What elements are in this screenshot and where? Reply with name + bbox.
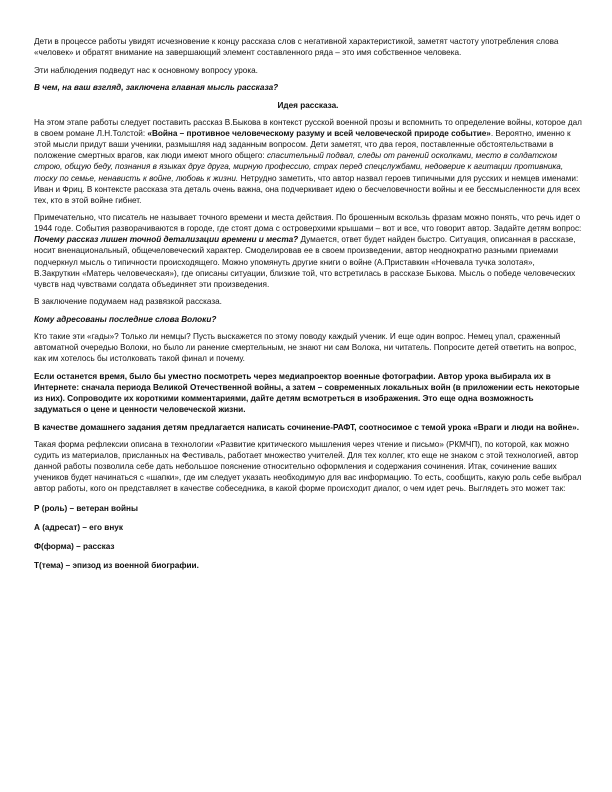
raft-item-role: Р (роль) – ветеран войны (34, 503, 138, 513)
paragraph-rkmchp: Такая форма рефлексии описана в технологии «Развитие критического мышления через чтение и письмо» (РКМЧП), по которой, как можно судить из материалов, присланных на Фестиваль, работает множество учителей. Для тех коллег, кто еще не знаком с этой технологией, автор данной работы позволила себе дать небольшое пояснение относительно оформления и содержания сочинения. Итак, сочинение ваших учеников будет начинаться с «шапки», где им следует указать необходимую для вас информацию. То есть, сообщить, какую роль себе выбрал автор работы, кого он представляет в качестве собеседника, в какой форме происходит диалог, о чем идет речь. Выглядеть это может так: (34, 440, 582, 494)
raft-item-topic: Т(тема) – эпизод из военной биографии. (34, 560, 199, 570)
text-segment: На этом этапе работы следует поставить рассказ В.Быкова в контекст русской военной прозы и вспомнить то определение войны, которое дал в своем романе Л.Н.Толстой: (34, 118, 582, 139)
common-traits-list: спасительный подвал, следы от ранений осколками, место в солдатском строю, общую беду, познания в языках друг друга, мирную профессию, страх перед спецслужбами, недоверие к агитации противника, тоску по семье, ненависть к войне, любовь к жизни. (34, 151, 564, 183)
paragraph-homework: В качестве домашнего задания детям предлагается написать сочинение-РАФТ, соотносимое с темой урока «Враги и люди на войне». (34, 422, 579, 432)
question-main-idea: В чем, на ваш взгляд, заключена главная мысль рассказа? (34, 83, 279, 93)
tolstoy-quote: «Война – противное человеческому разуму и всей человеческой природе событие» (147, 129, 491, 139)
raft-item-form: Ф(форма) – рассказ (34, 541, 115, 551)
section-heading-idea: Идея рассказа. (277, 100, 339, 110)
paragraph-conclusion: В заключение подумаем над развязкой рассказа. (34, 297, 222, 307)
document-page (34, 36, 582, 577)
question-last-words: Кому адресованы последние слова Волоки? (34, 314, 217, 324)
text-segment: Думается, ответ будет найден быстро. Ситуация, описанная в рассказе, носит вненациональный, общечеловеческий характер. Смоделировав ее в своем произведении, автор неоднократно разными приемами подчеркнул мысль о типичности происходящего. Можно упомянуть другие книги о войне (А.Приставкин «Ночевала тучка золотая», В.Закруткин «Матерь человеческая»), где описаны ситуации, близкие той, что встретилась в рассказе Быкова. Мысль о победе человеческих чувств над чувствами солдата объединяет эти произведения. (34, 235, 576, 289)
text-segment: . Вероятно, именно к этой мысли придут ваши ученики, размышляя над заданным вопросом. Дети заметят, что два героя, поставленные обстоятельствами в положение смертных врагов, как люди имеют много общего: (34, 129, 571, 161)
paragraph-transition: Эти наблюдения подведут нас к основному вопросу урока. (34, 65, 258, 75)
question-detail: Почему рассказ лишен точной детализации времени и места? (34, 235, 299, 245)
paragraph-intro: Дети в процессе работы увидят исчезновение к концу рассказа слов с негативной характеристикой, заметят частоту употребления слова «человек» и обратят внимание на завершающий элемент составленного ряда – это имя собственное человека. (34, 37, 559, 58)
paragraph-tolstoy (34, 117, 582, 206)
text-segment: Примечательно, что писатель не называет точного времени и места действия. По брошенным вскользь фразам можно понять, что речь идет о 1944 годе. События разворачиваются в городе, где стоят дома с островерхими крышами – вот и все, что говорит автор. Задайте детям вопрос: (34, 213, 582, 234)
paragraph-time-place (34, 212, 582, 290)
raft-item-addressee: А (адресат) – его внук (34, 522, 123, 532)
paragraph-photos: Если останется время, было бы уместно посмотреть через медиапроектор военные фотографии. Автор урока выбирала их в Интернете: сначала периода Великой Отечественной войны, а затем – современных локальных войн (в приложении есть некоторые из них). Сопроводите их короткими комментариями, дайте детям всмотреться в изображения. Это еще одна возможность задуматься о цене и ценности человеческой жизни. (34, 371, 580, 415)
text-segment: Нетрудно заметить, что автор назвал героев типичными для русских и немцев именами: Иван и Фриц. В контексте рассказа эта деталь очень важна, она подчеркивает идею о бесчеловечности войны и ее бессмысленности для всех тех, кто в этой войне гибнет. (34, 173, 581, 205)
paragraph-gady: Кто такие эти «гады»? Только ли немцы? Пусть выскажется по этому поводу каждый ученик. И еще один вопрос. Немец упал, сраженный автоматной очередью Волоки, но было ли ранение смертельным, не знают ни сам Волока, ни читатель. Попросите детей ответить на вопрос, как им хотелось бы истолковать такой финал и почему. (34, 332, 577, 364)
